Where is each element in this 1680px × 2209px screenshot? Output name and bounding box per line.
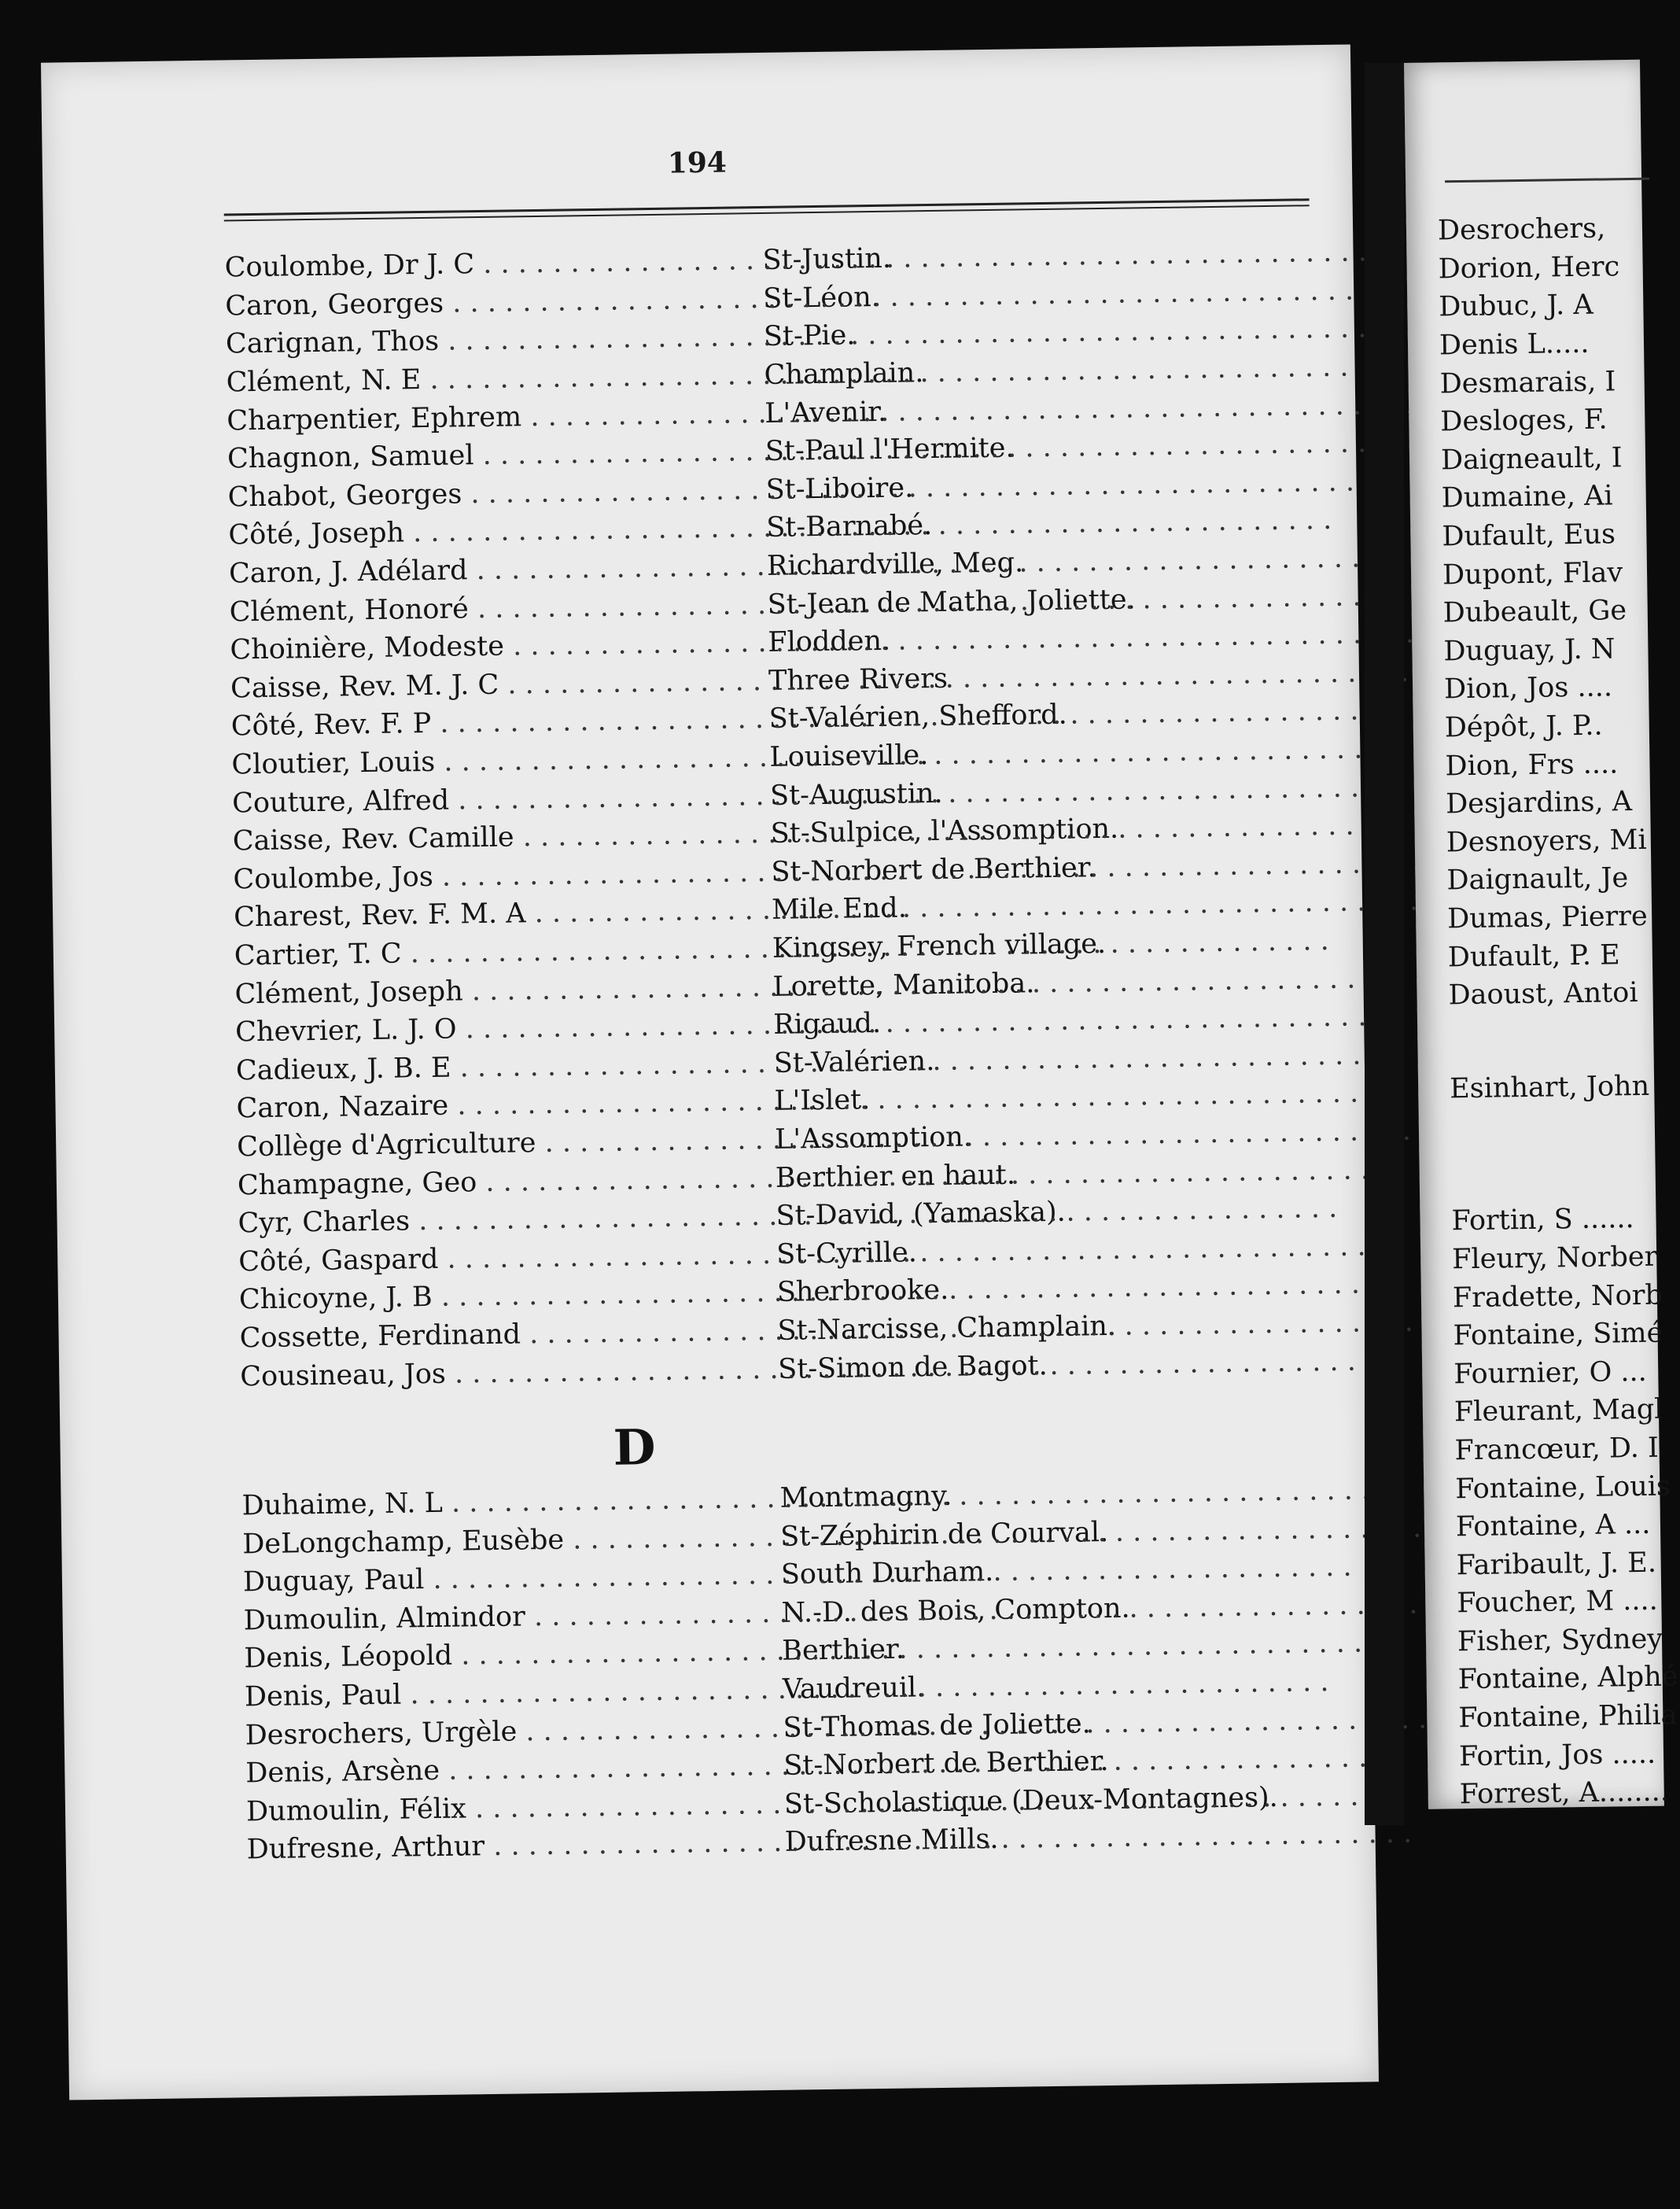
entry-name: Champagne, Geo . . . (238, 1162, 772, 1200)
right-page-entry: Dépôt, J. P.. (1444, 710, 1603, 744)
entry-name: Cossette, Ferdinand . . . (239, 1315, 774, 1354)
entry-place: St-Norbert de Berthier. (783, 1746, 1109, 1783)
entry-name: Caron, Nazaire . . . (236, 1086, 771, 1124)
section-d-entries (241, 1472, 1348, 1869)
right-page-entry: Dubeault, Ge (1442, 595, 1627, 629)
entry-place: St-Barnabé. (766, 510, 933, 544)
entry-place: St-Jean de Matha, Joliette. (767, 584, 1136, 621)
entry-name: Caron, J. Adélard . . . (229, 551, 764, 589)
right-page (1404, 60, 1678, 1811)
entry-name: Caisse, Rev. M. J. C . . . (230, 666, 765, 704)
entry-place: St-Narcisse, Champlain. (777, 1310, 1117, 1347)
right-page-entry: Dion, Jos .... (1443, 671, 1613, 706)
right-page-entry: Desrochers, (1437, 212, 1606, 247)
entry-name: Clément, Joseph . . . (234, 972, 769, 1010)
entry-place: Champlain. (764, 357, 924, 392)
right-page-entry: Fortin, Jos ..... (1458, 1738, 1656, 1772)
entry-place: Dufresne Mills. (784, 1824, 999, 1859)
entry-name: Carignan, Thos . . . (226, 321, 761, 360)
entry-place: St-Norbert de Berthier. (771, 851, 1096, 888)
entry-name: Chicoyne, J. B . . . (239, 1277, 774, 1315)
right-page-entry: Desloges, F. (1440, 404, 1608, 438)
entry-place: St-Pie. (763, 319, 856, 353)
entry-name: Dumoulin, Almindor . . . (243, 1598, 778, 1636)
entry-place: St-Léon. (763, 281, 881, 315)
right-page-entry: Fontaine, Philia (1458, 1699, 1678, 1735)
book-gutter (1365, 63, 1404, 1825)
right-page-entry: Fleury, Norber (1451, 1241, 1658, 1276)
entry-name: Côté, Rev. F. P . . . (231, 703, 766, 742)
entry-place: L'Avenir. (764, 396, 887, 430)
entry-place: Sherbrooke. (776, 1274, 949, 1309)
right-page-entry: Faribault, J. E. (1456, 1547, 1657, 1581)
entry-place: Berthier en haut. (775, 1159, 1016, 1194)
right-page-entry: Fournier, O ... (1453, 1355, 1648, 1391)
section-c-entries (224, 234, 1341, 1396)
entry-name: Charpentier, Ephrem . . . (227, 398, 761, 437)
right-section-e (1450, 1067, 1670, 1108)
right-page-entry: Fleurant, Magl (1453, 1393, 1663, 1429)
entry-place: St-Valérien, Shefford. (768, 699, 1068, 736)
right-page-entry: Foucher, M .... (1457, 1584, 1659, 1620)
entry-place: Richardville, Meg. (766, 547, 1024, 582)
right-page-entry: Fontaine, Simé (1453, 1317, 1663, 1352)
entry-place: South Durham. (780, 1556, 994, 1591)
entry-place: St-Zéphirin de Courval. (779, 1516, 1109, 1553)
entry-name: Cyr, Charles . . . (238, 1200, 772, 1239)
section-letter-heading: D (613, 1418, 657, 1477)
entry-place: St-Justin. (762, 242, 892, 277)
entry-name: Clément, Honoré . . . (229, 589, 764, 628)
right-page-entry: Dufault, Eus (1442, 518, 1616, 553)
right-section-d (1438, 209, 1669, 1015)
right-page-entry: Dumas, Pierre (1446, 900, 1648, 935)
entry-name: Choinière, Modeste . . . (230, 627, 764, 666)
entry-place: Lorette, Manitoba. (772, 967, 1035, 1003)
directory-list (224, 234, 1348, 1869)
right-page-entry: Fontaine, A ... (1455, 1508, 1651, 1543)
entry-place: Louiseville. (769, 739, 929, 773)
entry-name: Dufresne, Arthur . . . (246, 1827, 781, 1865)
entry-place: St-Thomas de Joliette. (783, 1707, 1092, 1744)
right-page-entry: Daigneault, I (1440, 442, 1623, 477)
entry-place: Mile End. (771, 892, 908, 927)
entry-name: Duhaime, N. L . . . (241, 1483, 776, 1521)
entry-name: Chabot, Georges . . . (227, 474, 762, 513)
entry-place: Kingsey, French village. (772, 927, 1107, 964)
right-page-entry: Dion, Frs .... (1445, 747, 1619, 782)
entry-name: Chagnon, Samuel . . . (227, 436, 762, 474)
page-number: 194 (667, 146, 728, 180)
entry-name: Cousineau, Jos . . . (240, 1353, 775, 1392)
entry-name: Cartier, T. C . . . (234, 933, 769, 972)
right-page-entry: Denis L..... (1439, 327, 1590, 362)
entry-name: Duguay, Paul . . . (243, 1559, 778, 1598)
entry-name: Denis, Arsène . . . (245, 1750, 780, 1789)
entry-place: Montmagny. (779, 1480, 952, 1514)
entry-place: St-Cyrille. (776, 1237, 918, 1270)
entry-name: Coulombe, Dr J. C . . . (224, 245, 759, 283)
entry-place: St-Paul l'Hermite. (764, 432, 1015, 468)
entry-place: Three Rivers (768, 662, 949, 697)
right-page-entry: Esinhart, John (1449, 1070, 1650, 1105)
entry-place: St-Valérien. (773, 1045, 935, 1079)
entry-place: St-Scholastique (Deux-Montagnes). (783, 1781, 1279, 1820)
right-page-entry: Fradette, Norb (1452, 1279, 1663, 1314)
entry-place: St-Augustin. (769, 777, 943, 812)
entry-name: Couture, Alfred . . . (232, 780, 767, 819)
entry-name: Clément, N. E . . . (226, 360, 761, 398)
right-section-f (1451, 1199, 1680, 1813)
entry-name: Dumoulin, Félix . . . (246, 1789, 781, 1827)
entry-name: Cloutier, Louis . . . (231, 742, 766, 780)
right-page-entry: Desjardins, A (1445, 786, 1633, 821)
entry-place: Flodden. (768, 625, 891, 659)
entry-name: Chevrier, L. J. O . . . (235, 1009, 770, 1048)
left-page (41, 45, 1379, 2100)
entry-place: St-Sulpice, l'Assomption. (770, 813, 1119, 850)
entry-name: Charest, Rev. F. M. A . . . (234, 894, 768, 933)
right-page-entry: Francœur, D. I (1454, 1432, 1660, 1467)
entry-name: Caisse, Rev. Camille . . . (233, 818, 768, 857)
entry-name: DeLongchamp, Eusèbe . . . (242, 1521, 777, 1560)
entry-name: Denis, Léopold . . . (244, 1636, 779, 1674)
entry-name: Desrochers, Urgèle . . . (245, 1713, 779, 1751)
entry-place: L'Islet. (774, 1084, 871, 1118)
header-rule (1445, 178, 1649, 183)
entry-name: Cadieux, J. B. E . . . (236, 1048, 771, 1086)
entry-place: L'Assomption. (774, 1121, 973, 1156)
entry-place: St-David, (Yamaska). (776, 1196, 1067, 1232)
right-page-entry: Fisher, Sydney (1457, 1623, 1663, 1658)
entry-place: N.-D. des Bois, Compton. (781, 1592, 1130, 1629)
entry-place: Vaudreuil. (782, 1672, 926, 1706)
right-page-entry: Daignault, Je (1446, 862, 1629, 897)
right-page-list (1438, 209, 1680, 1814)
entry-name: Coulombe, Jos . . . (233, 857, 768, 895)
right-page-entry: Daoust, Antoi (1448, 977, 1638, 1012)
right-page-entry: Fontaine, Louis (1455, 1470, 1671, 1505)
right-page-entry: Fontaine, Alphé (1457, 1661, 1678, 1696)
right-page-entry: Dorion, Herc (1438, 251, 1620, 286)
entry-place: Rigaud. (772, 1008, 882, 1042)
entry-name: Denis, Paul . . . (245, 1674, 779, 1713)
entry-name: Côté, Gaspard . . . (238, 1239, 773, 1278)
entry-place: St-Liboire. (765, 472, 914, 506)
right-page-entry: Duguay, J. N (1443, 633, 1616, 668)
right-page-entry: Dufault, P. E (1447, 939, 1620, 973)
right-page-entry: Forrest, A........ (1459, 1776, 1670, 1811)
right-page-entry: Desnoyers, Mi (1446, 824, 1647, 859)
right-page-entry: Dupont, Flav (1442, 556, 1623, 592)
entry-name: Caron, Georges . . . (225, 283, 760, 322)
entry-place: Berthier. (782, 1634, 905, 1668)
entry-place: St-Simon de Bagot. (777, 1349, 1048, 1385)
entry-name: Collège d'Agriculture . . . (237, 1124, 772, 1163)
right-page-entry: Desmarais, I (1439, 365, 1616, 400)
entry-name: Côté, Joseph . . . (228, 512, 763, 551)
right-page-entry: Dumaine, Ai (1441, 480, 1613, 514)
right-page-entry: Dubuc, J. A (1439, 289, 1593, 323)
right-page-entry: Fortin, S ...... (1451, 1203, 1634, 1237)
